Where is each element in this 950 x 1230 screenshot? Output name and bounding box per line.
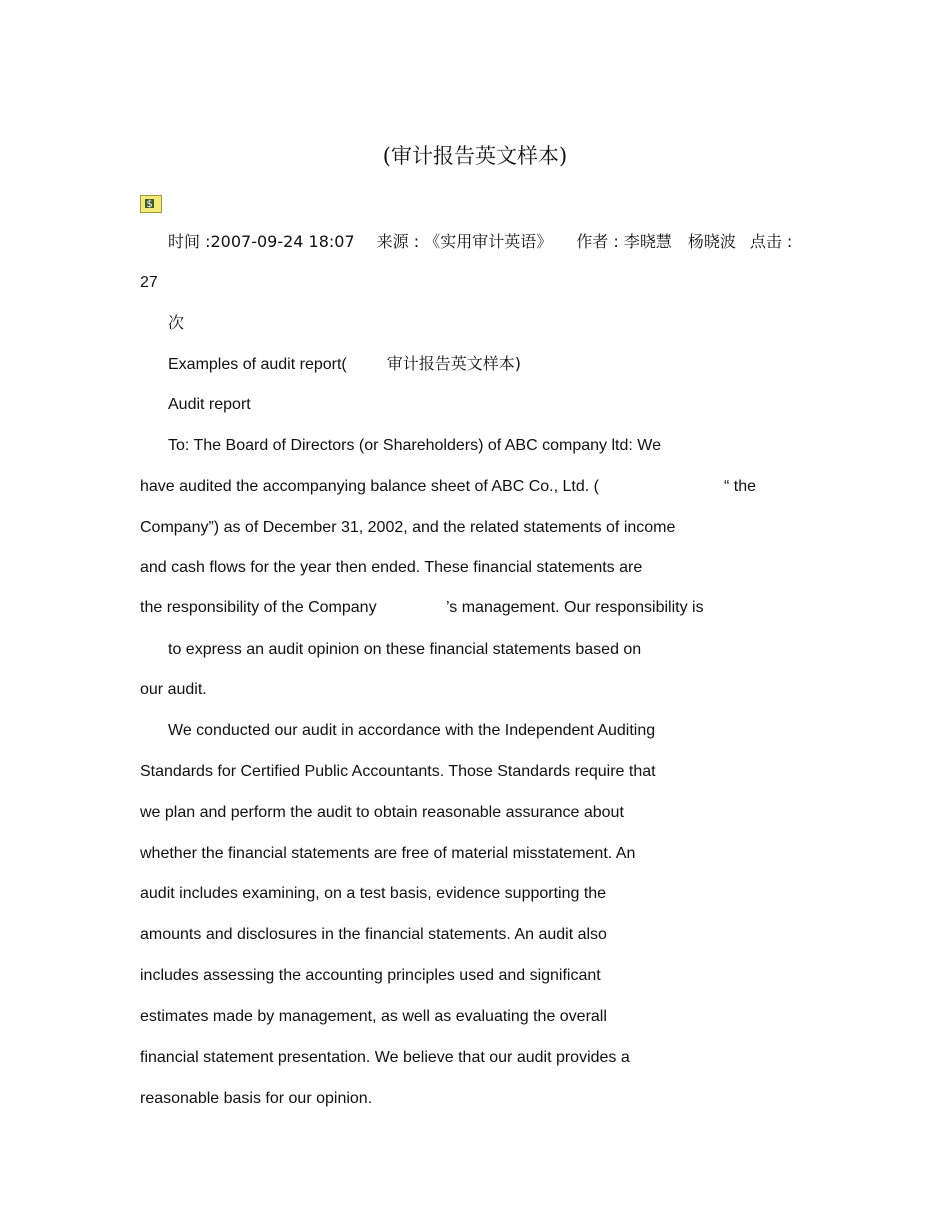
meta-clicks-unit: 次 xyxy=(168,313,185,332)
meta-source: 来源 : 《实用审计英语》 xyxy=(376,232,553,251)
para1-line: to express an audit opinion on these financial statements based on xyxy=(168,641,642,658)
para1-line: the responsibility of the Company xyxy=(140,599,377,616)
examples-heading-cn: 审计报告英文样本) xyxy=(386,354,521,373)
para2-line: includes assessing the accounting principles used and significant xyxy=(140,967,601,984)
audit-report-heading: Audit report xyxy=(168,396,251,413)
page-title: (审计报告英文样本) xyxy=(382,144,568,168)
examples-heading xyxy=(168,354,521,375)
para2-line: audit includes examining, on a test basis, evidence supporting the xyxy=(140,885,607,902)
examples-heading-en: Examples of audit report( xyxy=(168,356,347,373)
dollar-icon-glyph xyxy=(141,196,161,212)
meta-time: 时间 :2007-09-24 18:07 xyxy=(168,232,355,251)
meta-clicks-value: 27 xyxy=(140,274,158,291)
para2-line: Standards for Certified Public Accountants. Those Standards require that xyxy=(140,763,656,780)
meta-author: 作者 : 李晓慧 杨晓波 xyxy=(576,232,736,251)
para2-line: we plan and perform the audit to obtain reasonable assurance about xyxy=(140,804,624,821)
svg-text:$: $ xyxy=(146,199,153,210)
para2-line: We conducted our audit in accordance with the Independent Auditing xyxy=(168,722,656,739)
para1-line: have audited the accompanying balance sheet of ABC Co., Ltd. ( xyxy=(140,478,599,495)
meta-line xyxy=(168,232,792,252)
para1-line: and cash flows for the year then ended. These financial statements are xyxy=(140,559,643,576)
para1-line-quote: “ the xyxy=(724,478,757,495)
dollar-icon[interactable] xyxy=(140,195,162,213)
para1-line: To: The Board of Directors (or Shareholders) of ABC company ltd: We xyxy=(168,437,661,454)
para2-line: financial statement presentation. We believe that our audit provides a xyxy=(140,1049,630,1066)
para1-line: Company”) as of December 31, 2002, and the related statements of income xyxy=(140,519,676,536)
para2-line: amounts and disclosures in the financial statements. An audit also xyxy=(140,926,607,943)
para2-line: whether the financial statements are free of material misstatement. An xyxy=(140,845,636,862)
para1-line-cont: ’s management. Our responsibility is xyxy=(446,599,704,616)
para2-line: estimates made by management, as well as evaluating the overall xyxy=(140,1008,607,1025)
meta-clicks-label: 点击 : xyxy=(749,232,793,251)
para2-line: reasonable basis for our opinion. xyxy=(140,1090,373,1107)
para1-line: our audit. xyxy=(140,681,207,698)
